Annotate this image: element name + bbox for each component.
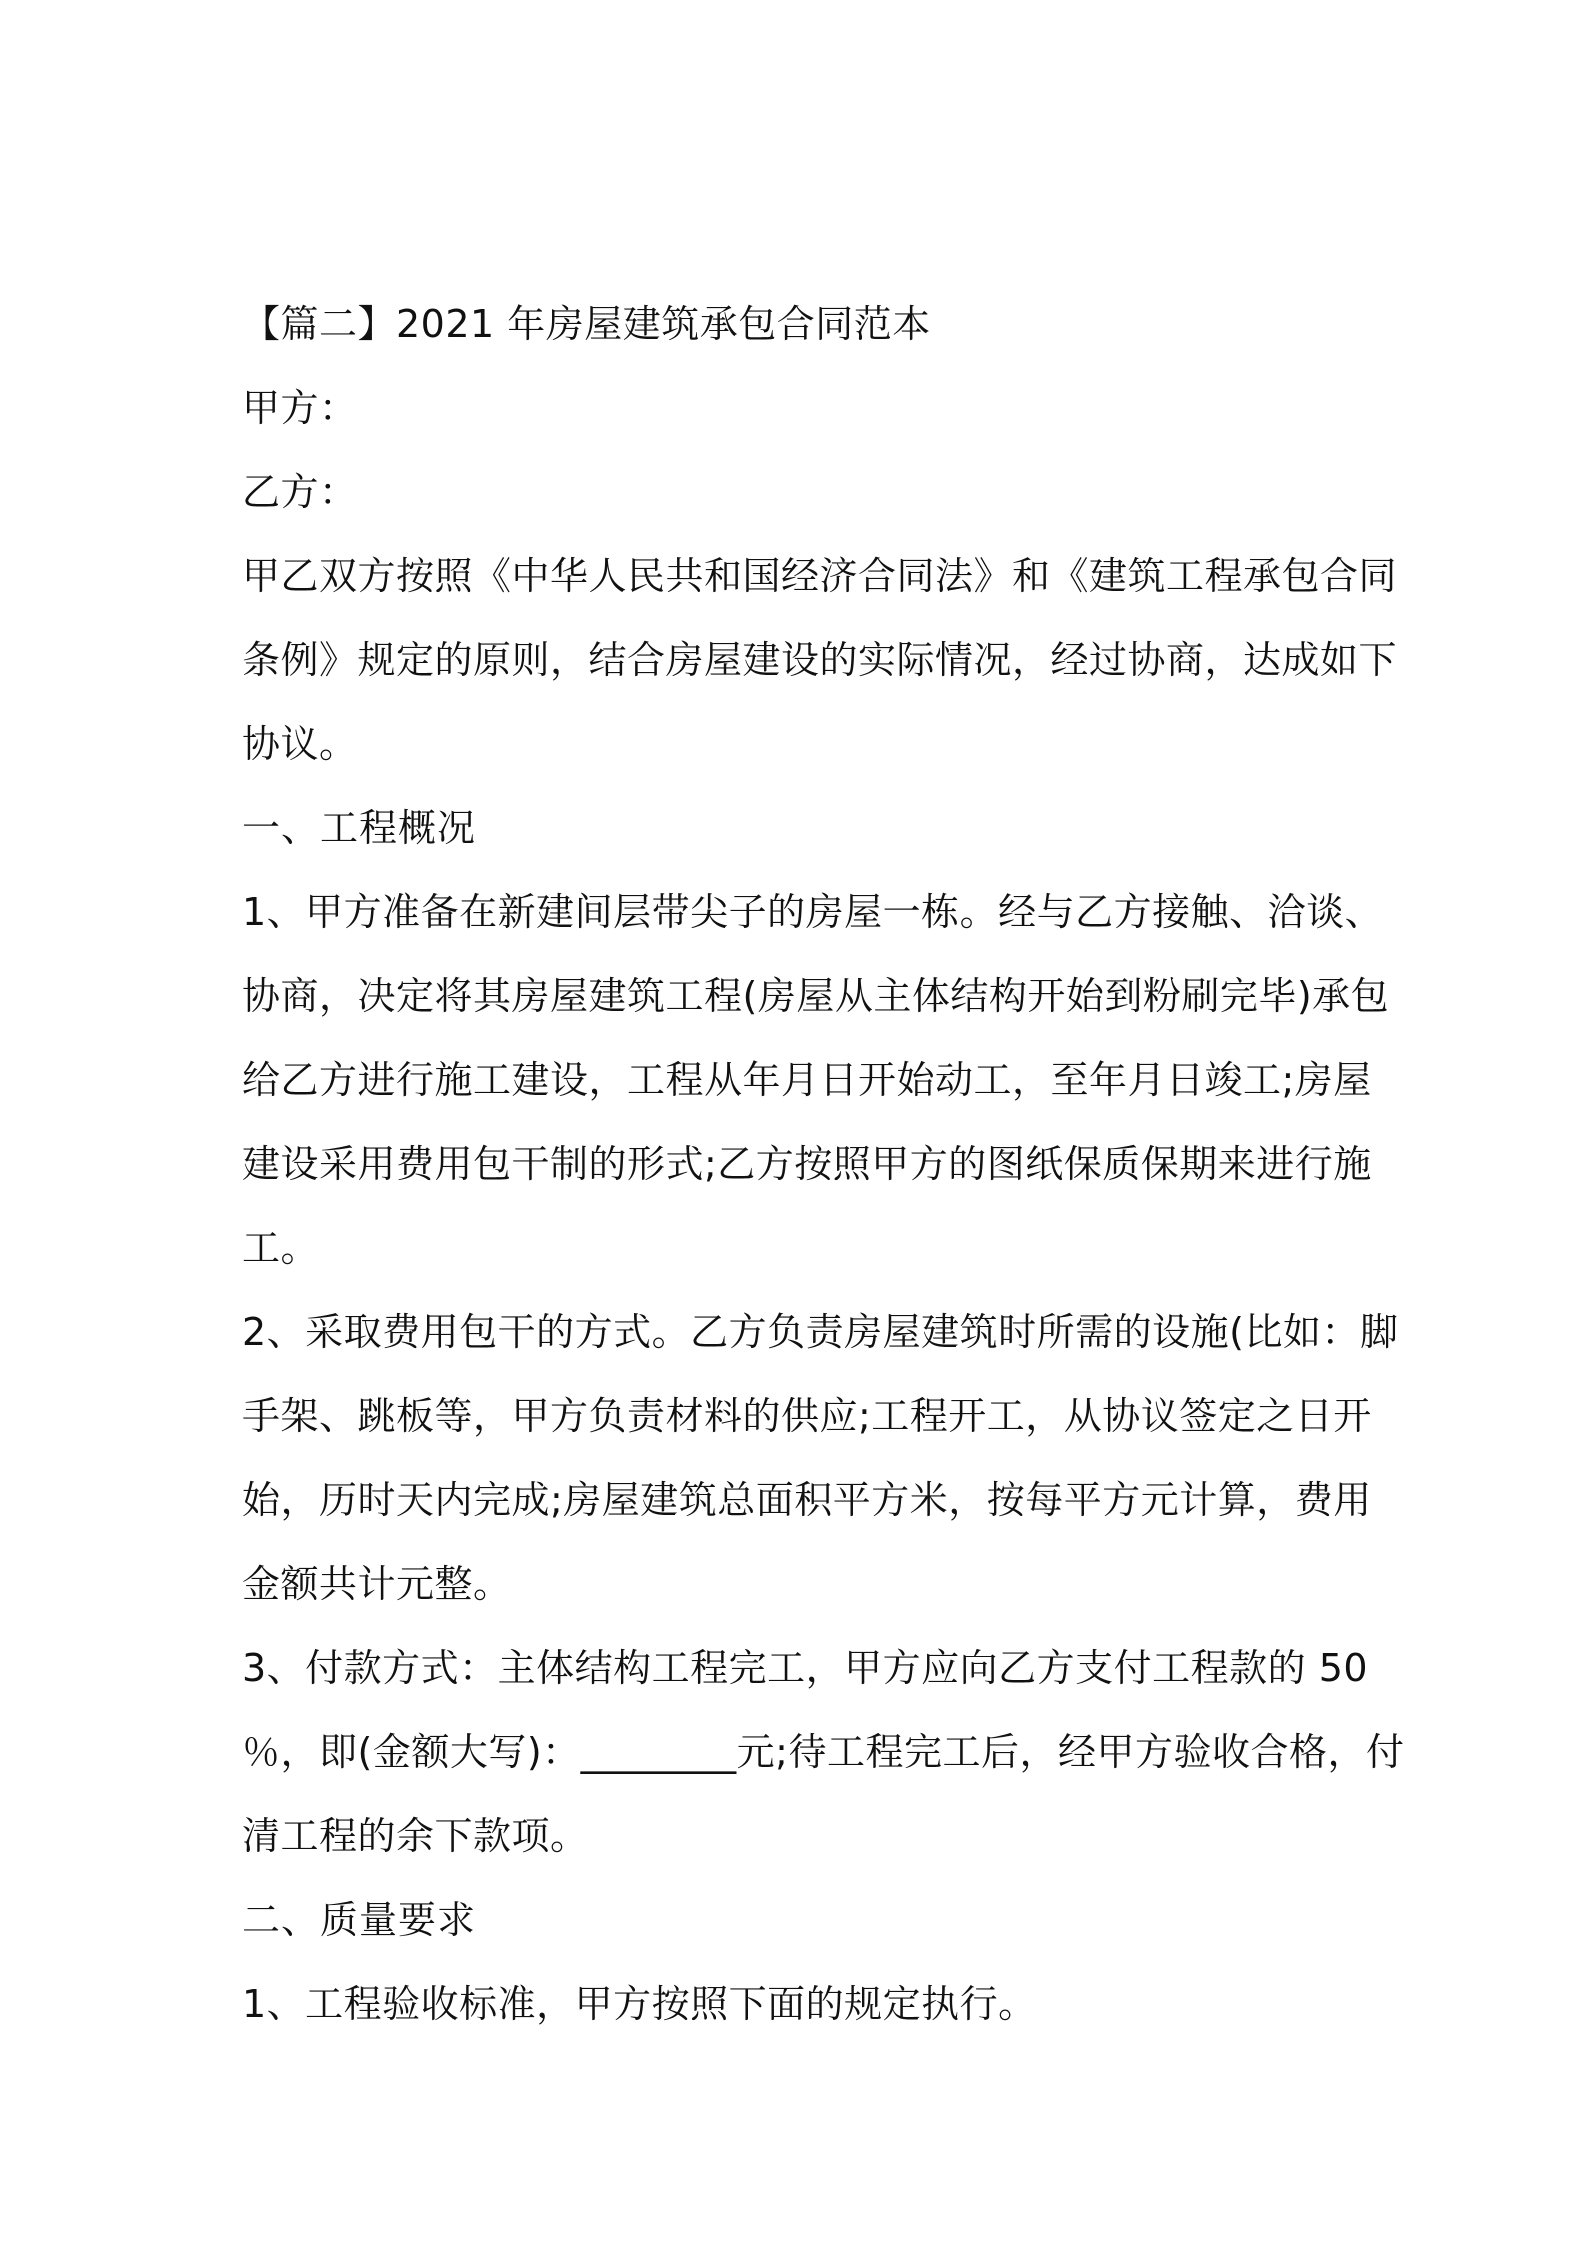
- intro-line: 条例》规定的原则，结合房屋建设的实际情况，经过协商，达成如下: [242, 638, 1398, 682]
- document-title: 【篇二】2021 年房屋建筑承包合同范本: [242, 302, 931, 346]
- quality-clause-1: 1、工程验收标准，甲方按照下面的规定执行。: [242, 1982, 1037, 2026]
- section-heading-overview: 一、工程概况: [242, 806, 477, 850]
- party-a-line: 甲方：: [242, 386, 358, 430]
- party-b-line: 乙方：: [242, 470, 358, 514]
- clause-3: [242, 1626, 1405, 1878]
- clause-line: 协商，决定将其房屋建筑工程(房屋从主体结构开始到粉刷完毕)承包: [242, 974, 1390, 1018]
- intro-line: 协议。: [242, 722, 358, 766]
- clause-line: 手架、跳板等，甲方负责材料的供应;工程开工，从协议签定之日开: [242, 1394, 1372, 1438]
- clause-line: 工。: [242, 1226, 320, 1270]
- intro-line: 甲乙双方按照《中华人民共和国经济合同法》和《建筑工程承包合同: [242, 554, 1398, 598]
- clause-1: [242, 870, 1390, 1290]
- clause-line: 建设采用费用包干制的形式;乙方按照甲方的图纸保质保期来进行施: [242, 1142, 1372, 1186]
- clause-line: 给乙方进行施工建设，工程从年月日开始动工，至年月日竣工;房屋: [242, 1058, 1372, 1102]
- section-heading-quality: 二、质量要求: [242, 1898, 477, 1942]
- clause-line: 3、付款方式：主体结构工程完工，甲方应向乙方支付工程款的 50: [242, 1646, 1369, 1690]
- clause-line: 始，历时天内完成;房屋建筑总面积平方米，按每平方元计算，费用: [242, 1478, 1372, 1522]
- clause-line: 1、甲方准备在新建间层带尖子的房屋一栋。经与乙方接触、洽谈、: [242, 890, 1384, 934]
- clause-line: 金额共计元整。: [242, 1562, 512, 1606]
- clause-line: 2、采取费用包干的方式。乙方负责房屋建筑时所需的设施(比如：脚: [242, 1310, 1399, 1354]
- document-body: [242, 282, 1405, 2046]
- clause-line: 清工程的余下款项。: [242, 1814, 589, 1858]
- clause-2: [242, 1290, 1399, 1626]
- clause-line: ％，即(金额大写)：________元;待工程完工后，经甲方验收合格，付: [242, 1730, 1405, 1774]
- intro-paragraph: [242, 534, 1398, 786]
